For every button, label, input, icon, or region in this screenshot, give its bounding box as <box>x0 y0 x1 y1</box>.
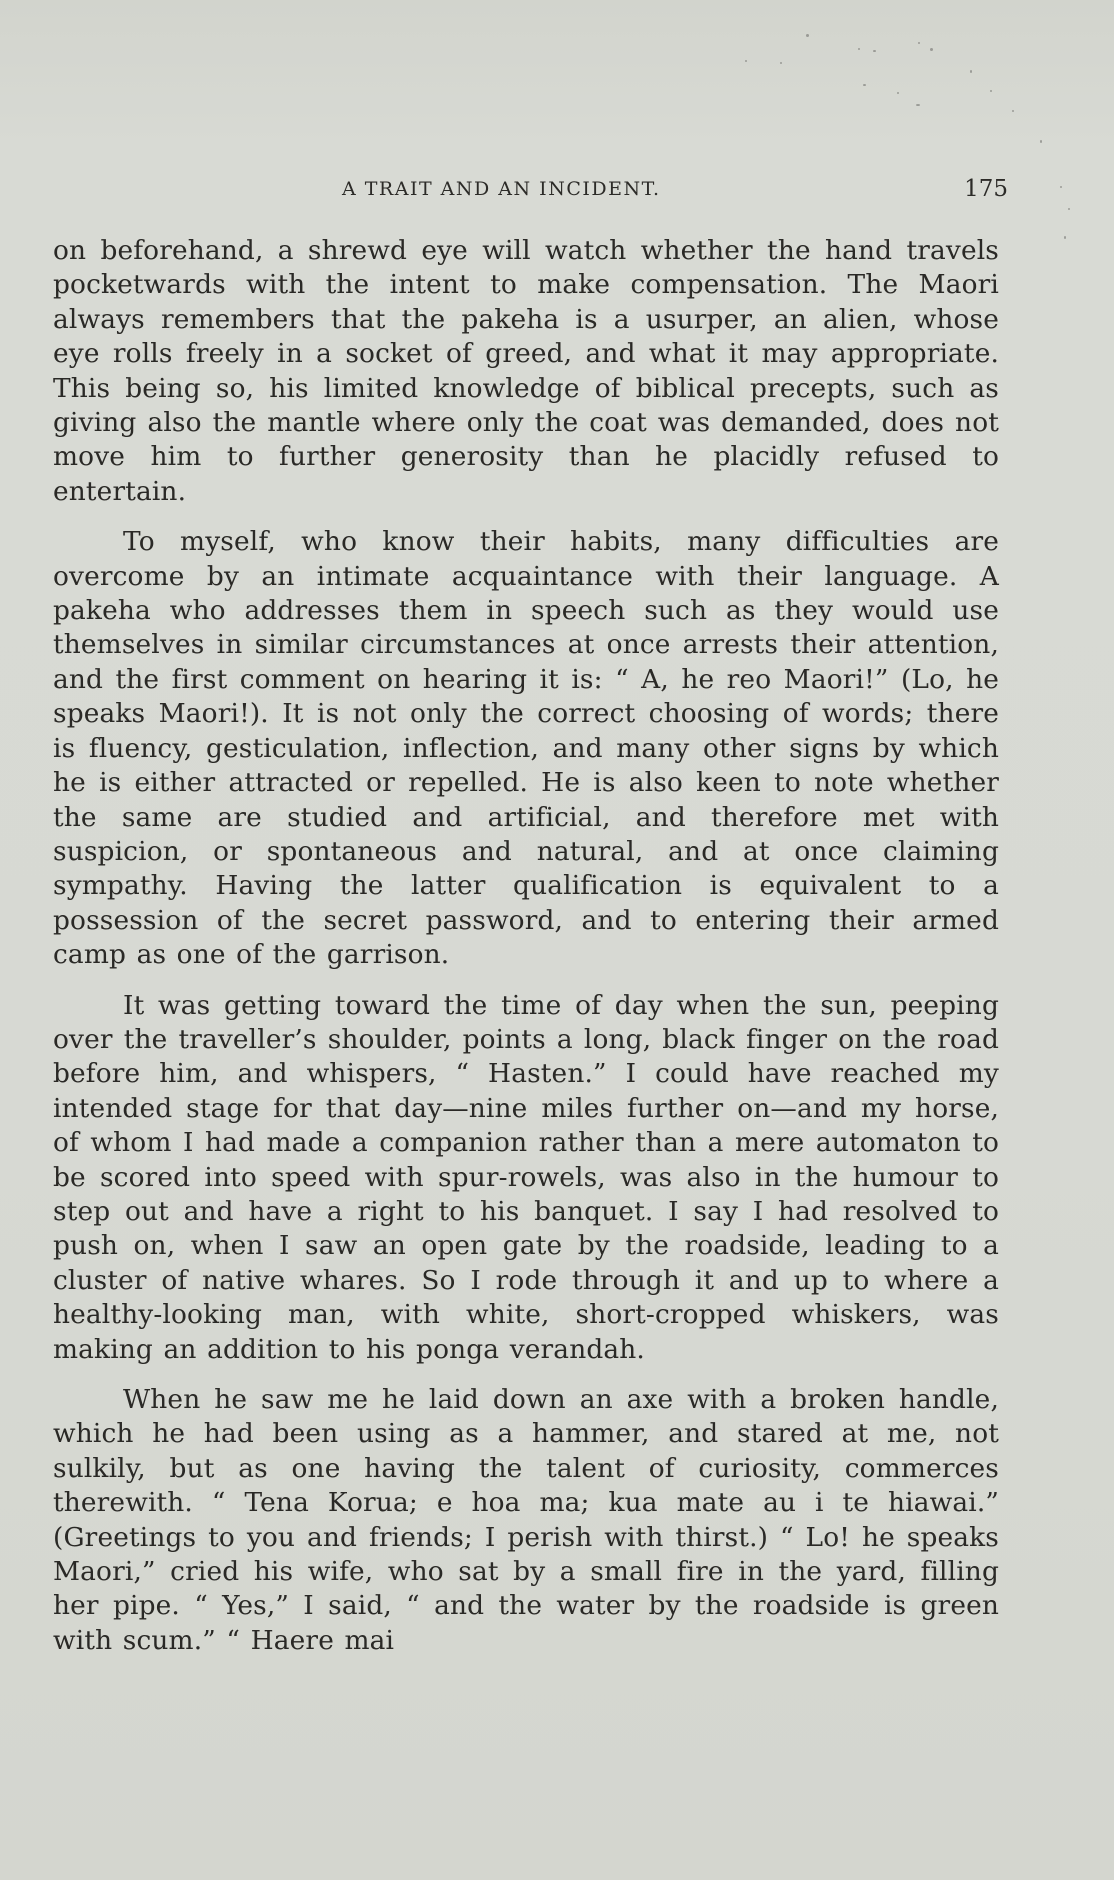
paragraph: on beforehand, a shrewd eye will watch whether the hand travels pocketwards with the intent to make compensation. The Maori always remembers that the pakeha is a usurper, an alien, whose eye rolls freely in a socket of greed, and what it may appropriate. This being so, his limited knowledge of biblical precepts, such as giving also the mantle where only the coat was demanded, does not move him to further generosity than he placidly refused to entertain. <box>53 235 999 507</box>
print-speck <box>918 42 920 44</box>
print-speck <box>1068 208 1070 210</box>
print-speck <box>1040 140 1042 143</box>
running-title: A TRAIT AND AN INCIDENT. <box>342 178 661 200</box>
print-speck <box>806 34 809 37</box>
print-speck <box>1012 110 1014 112</box>
print-speck <box>780 62 782 64</box>
print-speck <box>1060 186 1062 188</box>
page-number: 175 <box>964 176 1008 202</box>
print-speck <box>745 60 747 62</box>
print-speck <box>873 50 876 52</box>
print-speck <box>970 70 972 73</box>
print-speck <box>1064 236 1066 239</box>
paragraph: To myself, who know their habits, many difficulties are overcome by an intimate acquaintance with their language. A pakeha who addresses them in speech such as they would use themselves in similar circumstances at once arrests their attention, and the first comment on hearing it is: “ A, he reo Maori!” (Lo, he speaks Maori!). It is not only the correct choosing of words; there is fluency, gesticulation, inflection, and many other signs by which he is either attracted or repelled. He is also keen to note whether the same are studied and artificial, and therefore met with suspicion, or spontaneous and natural, and at once claiming sympathy. Having the latter qualification is equivalent to a possession of the secret password, and to entering their armed camp as one of the garrison. <box>53 526 999 971</box>
page-header <box>342 176 1008 206</box>
body-text <box>53 234 999 1674</box>
print-speck <box>858 48 860 50</box>
print-speck <box>897 92 899 94</box>
print-speck <box>916 104 920 106</box>
paragraph: When he saw me he laid down an axe with a broken handle, which he had been using as a hammer, and stared at me, not sulkily, but as one having the talent of curiosity, commerces therewith. “ Tena Korua; e hoa ma; kua mate au i te hiawai.” (Greetings to you and friends; I perish with thirst.) “ Lo! he speaks Maori,” cried his wife, who sat by a small fire in the yard, filling her pipe. “ Yes,” I said, “ and the water by the roadside is green with scum.” “ Haere mai <box>53 1384 999 1656</box>
paragraph: It was getting toward the time of day when the sun, peeping over the traveller’s shoulder, points a long, black finger on the road before him, and whispers, “ Hasten.” I could have reached my intended stage for that day—nine miles further on—and my horse, of whom I had made a companion rather than a mere automaton to be scored into speed with spur-rowels, was also in the humour to step out and have a right to his banquet. I say I had resolved to push on, when I saw an open gate by the roadside, leading to a cluster of native whares. So I rode through it and up to where a healthy-looking man, with white, short-cropped whiskers, was making an addition to his ponga verandah. <box>53 989 999 1365</box>
print-speck <box>930 48 933 51</box>
print-speck <box>863 84 866 86</box>
print-speck <box>990 90 992 92</box>
